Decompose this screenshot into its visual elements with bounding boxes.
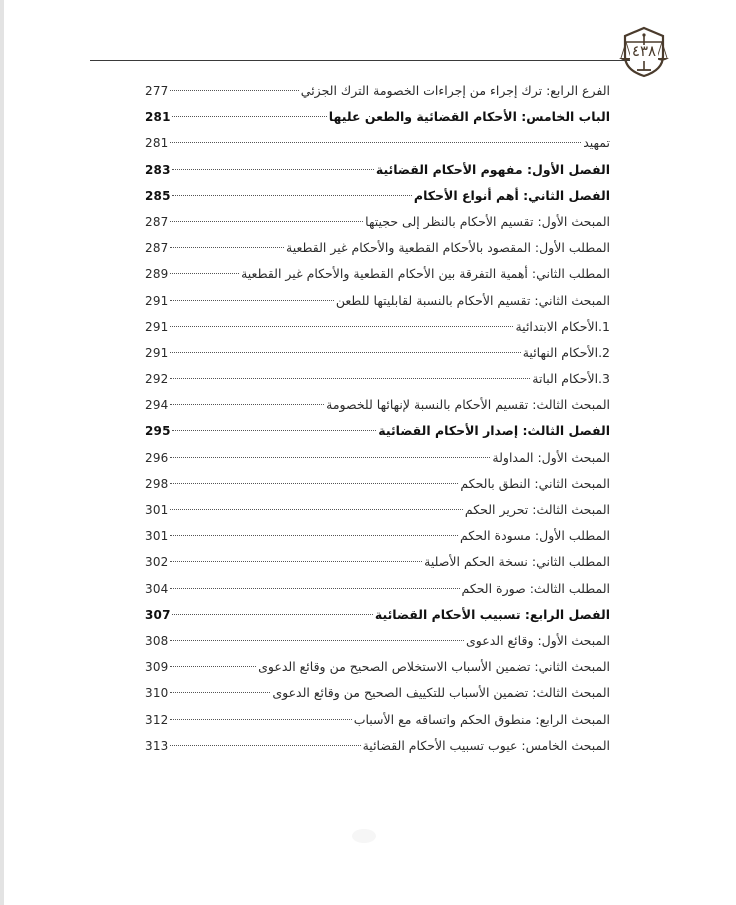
dot-leader	[172, 169, 374, 170]
dot-leader	[170, 588, 460, 589]
toc-row[interactable]	[145, 316, 610, 342]
toc-entry-title: الباب الخامس: الأحكام القضائية والطعن عليها	[328, 109, 610, 125]
toc-page-number: 296	[145, 450, 169, 465]
toc-row[interactable]	[145, 656, 610, 682]
toc-entry-title: المبحث الخامس: عيوب تسبيب الأحكام القضائية	[362, 737, 610, 753]
dot-leader	[172, 614, 373, 615]
toc-entry-title: المطلب الثاني: نسخة الحكم الأصلية	[424, 554, 610, 570]
dot-leader	[172, 195, 412, 196]
dot-leader	[170, 457, 491, 458]
toc-row[interactable]	[145, 80, 610, 106]
toc-row[interactable]	[145, 211, 610, 237]
toc-row[interactable]	[145, 447, 610, 473]
toc-entry-title: المبحث الأول: المداولة	[492, 449, 610, 465]
toc-row[interactable]	[145, 630, 610, 656]
toc-row[interactable]	[145, 578, 610, 604]
toc-page-number: 308	[145, 633, 169, 648]
dot-leader	[170, 221, 364, 222]
toc-heading-row[interactable]	[145, 420, 610, 446]
toc-row[interactable]	[145, 735, 610, 761]
toc-page-number: 291	[145, 345, 169, 360]
header-rule	[90, 60, 630, 61]
toc-page-number: 304	[145, 581, 169, 596]
dot-leader	[170, 142, 582, 143]
toc-page-number: 287	[145, 241, 169, 256]
dot-leader	[170, 326, 514, 327]
dot-leader	[172, 430, 377, 431]
toc-entry-title: المبحث الرابع: منطوق الحكم واتساقه مع الأسباب	[353, 711, 610, 727]
toc-page-number: 291	[145, 293, 169, 308]
toc-entry-title: المطلب الأول: مسودة الحكم	[459, 528, 610, 544]
toc-page-number: 312	[145, 712, 169, 727]
toc-page-number: 291	[145, 319, 169, 334]
toc-entry-title: 2.الأحكام النهائية	[522, 344, 610, 360]
dot-leader	[170, 273, 240, 274]
dot-leader	[172, 116, 327, 117]
toc-entry-title: المبحث الثالث: تقسيم الأحكام بالنسبة لإنهائها للخصومة	[326, 397, 610, 413]
dot-leader	[170, 247, 285, 248]
dot-leader	[170, 640, 465, 641]
toc-row[interactable]	[145, 290, 610, 316]
page-number: ٤٣٨	[631, 42, 657, 60]
toc-entry-title: المبحث الثالث: تحرير الحكم	[464, 502, 610, 517]
toc-entry-title: 3.الأحكام الباتة	[532, 371, 610, 387]
toc-page-number: 287	[145, 214, 169, 229]
toc-row[interactable]	[145, 263, 610, 289]
dot-leader	[170, 352, 521, 353]
toc-page-number: 281	[145, 136, 169, 151]
toc-page-number: 313	[145, 738, 169, 753]
toc-row[interactable]	[145, 237, 610, 263]
dot-leader	[170, 745, 361, 746]
toc-page-number: 298	[145, 476, 169, 491]
dot-leader	[170, 483, 459, 484]
page-edge	[0, 0, 4, 905]
toc-page-number: 309	[145, 660, 169, 675]
toc-page-number: 292	[145, 372, 169, 387]
toc-entry-title: الفصل الثاني: أهم أنواع الأحكام	[413, 187, 610, 203]
dot-leader	[170, 535, 458, 536]
toc-row[interactable]	[145, 525, 610, 551]
toc-entry-title: المطلب الثاني: أهمية التفرقة بين الأحكام القطعية والأحكام غير القطعية	[241, 266, 610, 282]
toc-page-number: 283	[145, 162, 171, 177]
toc-heading-row[interactable]	[145, 185, 610, 211]
toc-entry-title: المبحث الثاني: تضمين الأسباب الاستخلاص الصحيح من وقائع الدعوى	[258, 659, 610, 675]
toc-entry-title: المبحث الأول: وقائع الدعوى	[466, 632, 610, 648]
toc-page-number: 289	[145, 267, 169, 282]
toc-entry-title: الفرع الرابع: ترك إجراء من إجراءات الخصومة الترك الجزئي	[300, 83, 610, 98]
toc-page-number: 281	[145, 110, 171, 125]
toc-row[interactable]	[145, 132, 610, 158]
toc-page-number: 302	[145, 555, 169, 570]
toc-row[interactable]	[145, 473, 610, 499]
toc-entry-title: المبحث الثالث: تضمين الأسباب للتكييف الصحيح من وقائع الدعوى	[272, 685, 610, 701]
dot-leader	[170, 666, 257, 667]
dot-leader	[170, 90, 299, 91]
toc-row[interactable]	[145, 394, 610, 420]
toc-entry-title: المطلب الثالث: صورة الحكم	[461, 580, 610, 596]
toc-entry-title: المبحث الثاني: النطق بالحكم	[460, 475, 610, 491]
toc-heading-row[interactable]	[145, 159, 610, 185]
toc-row[interactable]	[145, 682, 610, 708]
toc-page-number: 301	[145, 503, 169, 517]
dot-leader	[170, 561, 423, 562]
toc-heading-row[interactable]	[145, 106, 610, 132]
dot-leader	[170, 509, 463, 510]
toc-page-number: 277	[145, 84, 169, 98]
dot-leader	[170, 300, 334, 301]
toc-row[interactable]	[145, 499, 610, 525]
toc-entry-title: 1.الأحكام الابتدائية	[515, 318, 610, 334]
toc-entry-title: الفصل الأول: مفهوم الأحكام القضائية	[375, 161, 610, 177]
dot-leader	[170, 692, 271, 693]
toc-entry-title: المبحث الثاني: تقسيم الأحكام بالنسبة لقابليتها للطعن	[335, 292, 610, 308]
toc-page-number: 310	[145, 686, 169, 701]
toc-heading-row[interactable]	[145, 604, 610, 630]
table-of-contents	[145, 80, 610, 761]
toc-entry-title: الفصل الرابع: تسبيب الأحكام القضائية	[374, 606, 610, 622]
toc-page-number: 294	[145, 398, 169, 413]
toc-page-number: 301	[145, 529, 169, 544]
toc-row[interactable]	[145, 342, 610, 368]
toc-page-number: 295	[145, 424, 171, 439]
dot-leader	[170, 404, 325, 405]
toc-row[interactable]	[145, 368, 610, 394]
toc-entry-title: المبحث الأول: تقسيم الأحكام بالنظر إلى حجيتها	[365, 213, 610, 229]
toc-page-number: 307	[145, 607, 171, 622]
toc-entry-title: الفصل الثالث: إصدار الأحكام القضائية	[378, 423, 610, 439]
toc-entry-title: تمهيد	[583, 135, 610, 151]
toc-page-number: 285	[145, 188, 171, 203]
toc-row[interactable]	[145, 709, 610, 735]
toc-entry-title: المطلب الأول: المقصود بالأحكام القطعية والأحكام غير القطعية	[286, 240, 610, 256]
footer-watermark	[352, 829, 376, 843]
toc-row[interactable]	[145, 551, 610, 577]
dot-leader	[170, 719, 352, 720]
dot-leader	[170, 378, 531, 379]
